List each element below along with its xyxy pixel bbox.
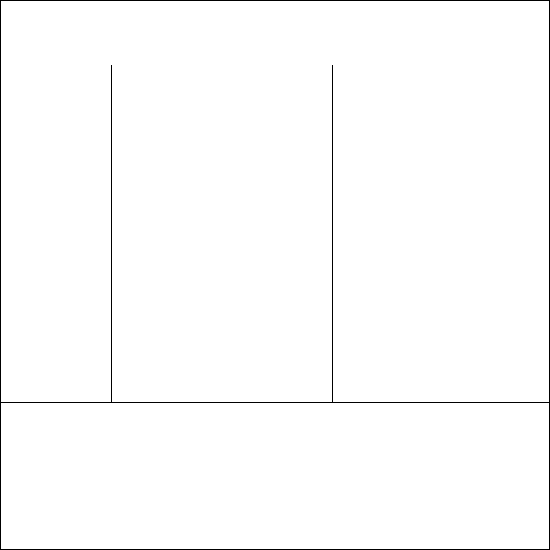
divider [332, 65, 333, 403]
axis-labels [1, 80, 549, 94]
divider [1, 402, 549, 403]
divider [111, 65, 112, 403]
